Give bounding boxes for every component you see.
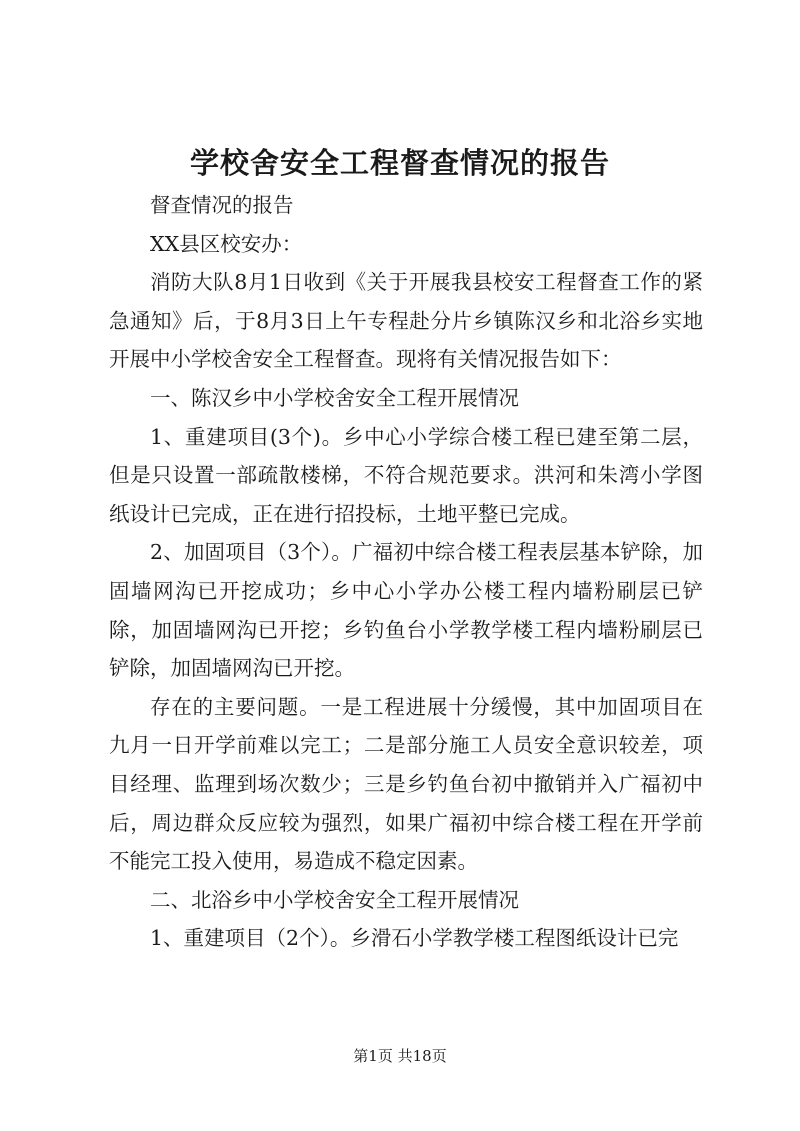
section-heading-beiyu: 二、北浴乡中小学校舍安全工程开展情况 bbox=[150, 887, 519, 912]
section-heading-chenhan: 一、陈汉乡中小学校舍安全工程开展情况 bbox=[150, 385, 519, 410]
paragraph-problems: 存在的主要问题。一是工程进展十分缓慢，其中加固项目在九月一日开学前难以完工；二是部分施工人员安全意识较差，项目经理、监理到场次数少；三是乡钓鱼台初中撤销并入广福初中后，周边群众反应较为强烈，如果广福初中综合楼工程在开学前不能完工投入使用，易造成不稳定因素。 bbox=[109, 694, 703, 874]
document-title: 学校舍安全工程督查情况的报告 bbox=[189, 146, 610, 180]
page-number-footer: 第1页 共18页 bbox=[353, 1047, 447, 1065]
paragraph-addressee: XX县区校安办： bbox=[150, 231, 303, 256]
paragraph-rebuild-chenhan: 1、重建项目(3个)。乡中心小学综合楼工程已建至第二层，但是只设置一部疏散楼梯，不符合规范要求。洪河和朱湾小学图纸设计已完成，正在进行招投标，土地平整已完成。 bbox=[109, 424, 703, 526]
paragraph-subtitle: 督查情况的报告 bbox=[150, 193, 294, 217]
document-body bbox=[109, 186, 703, 958]
paragraph-rebuild-beiyu: 1、重建项目（2个）。乡滑石小学教学楼工程图纸设计已完 bbox=[150, 926, 679, 951]
paragraph-reinforce-chenhan: 2、加固项目（3个）。广福初中综合楼工程表层基本铲除，加固墙网沟已开挖成功；乡中心小学办公楼工程内墙粉刷层已铲除，加固墙网沟已开挖；乡钓鱼台小学教学楼工程内墙粉刷层已铲除，加固墙网沟已开挖。 bbox=[109, 540, 703, 681]
paragraph-intro: 消防大队8月1日收到《关于开展我县校安工程督查工作的紧急通知》后，于8月3日上午专程赴分片乡镇陈汉乡和北浴乡实地开展中小学校舍安全工程督查。现将有关情况报告如下： bbox=[109, 270, 703, 372]
